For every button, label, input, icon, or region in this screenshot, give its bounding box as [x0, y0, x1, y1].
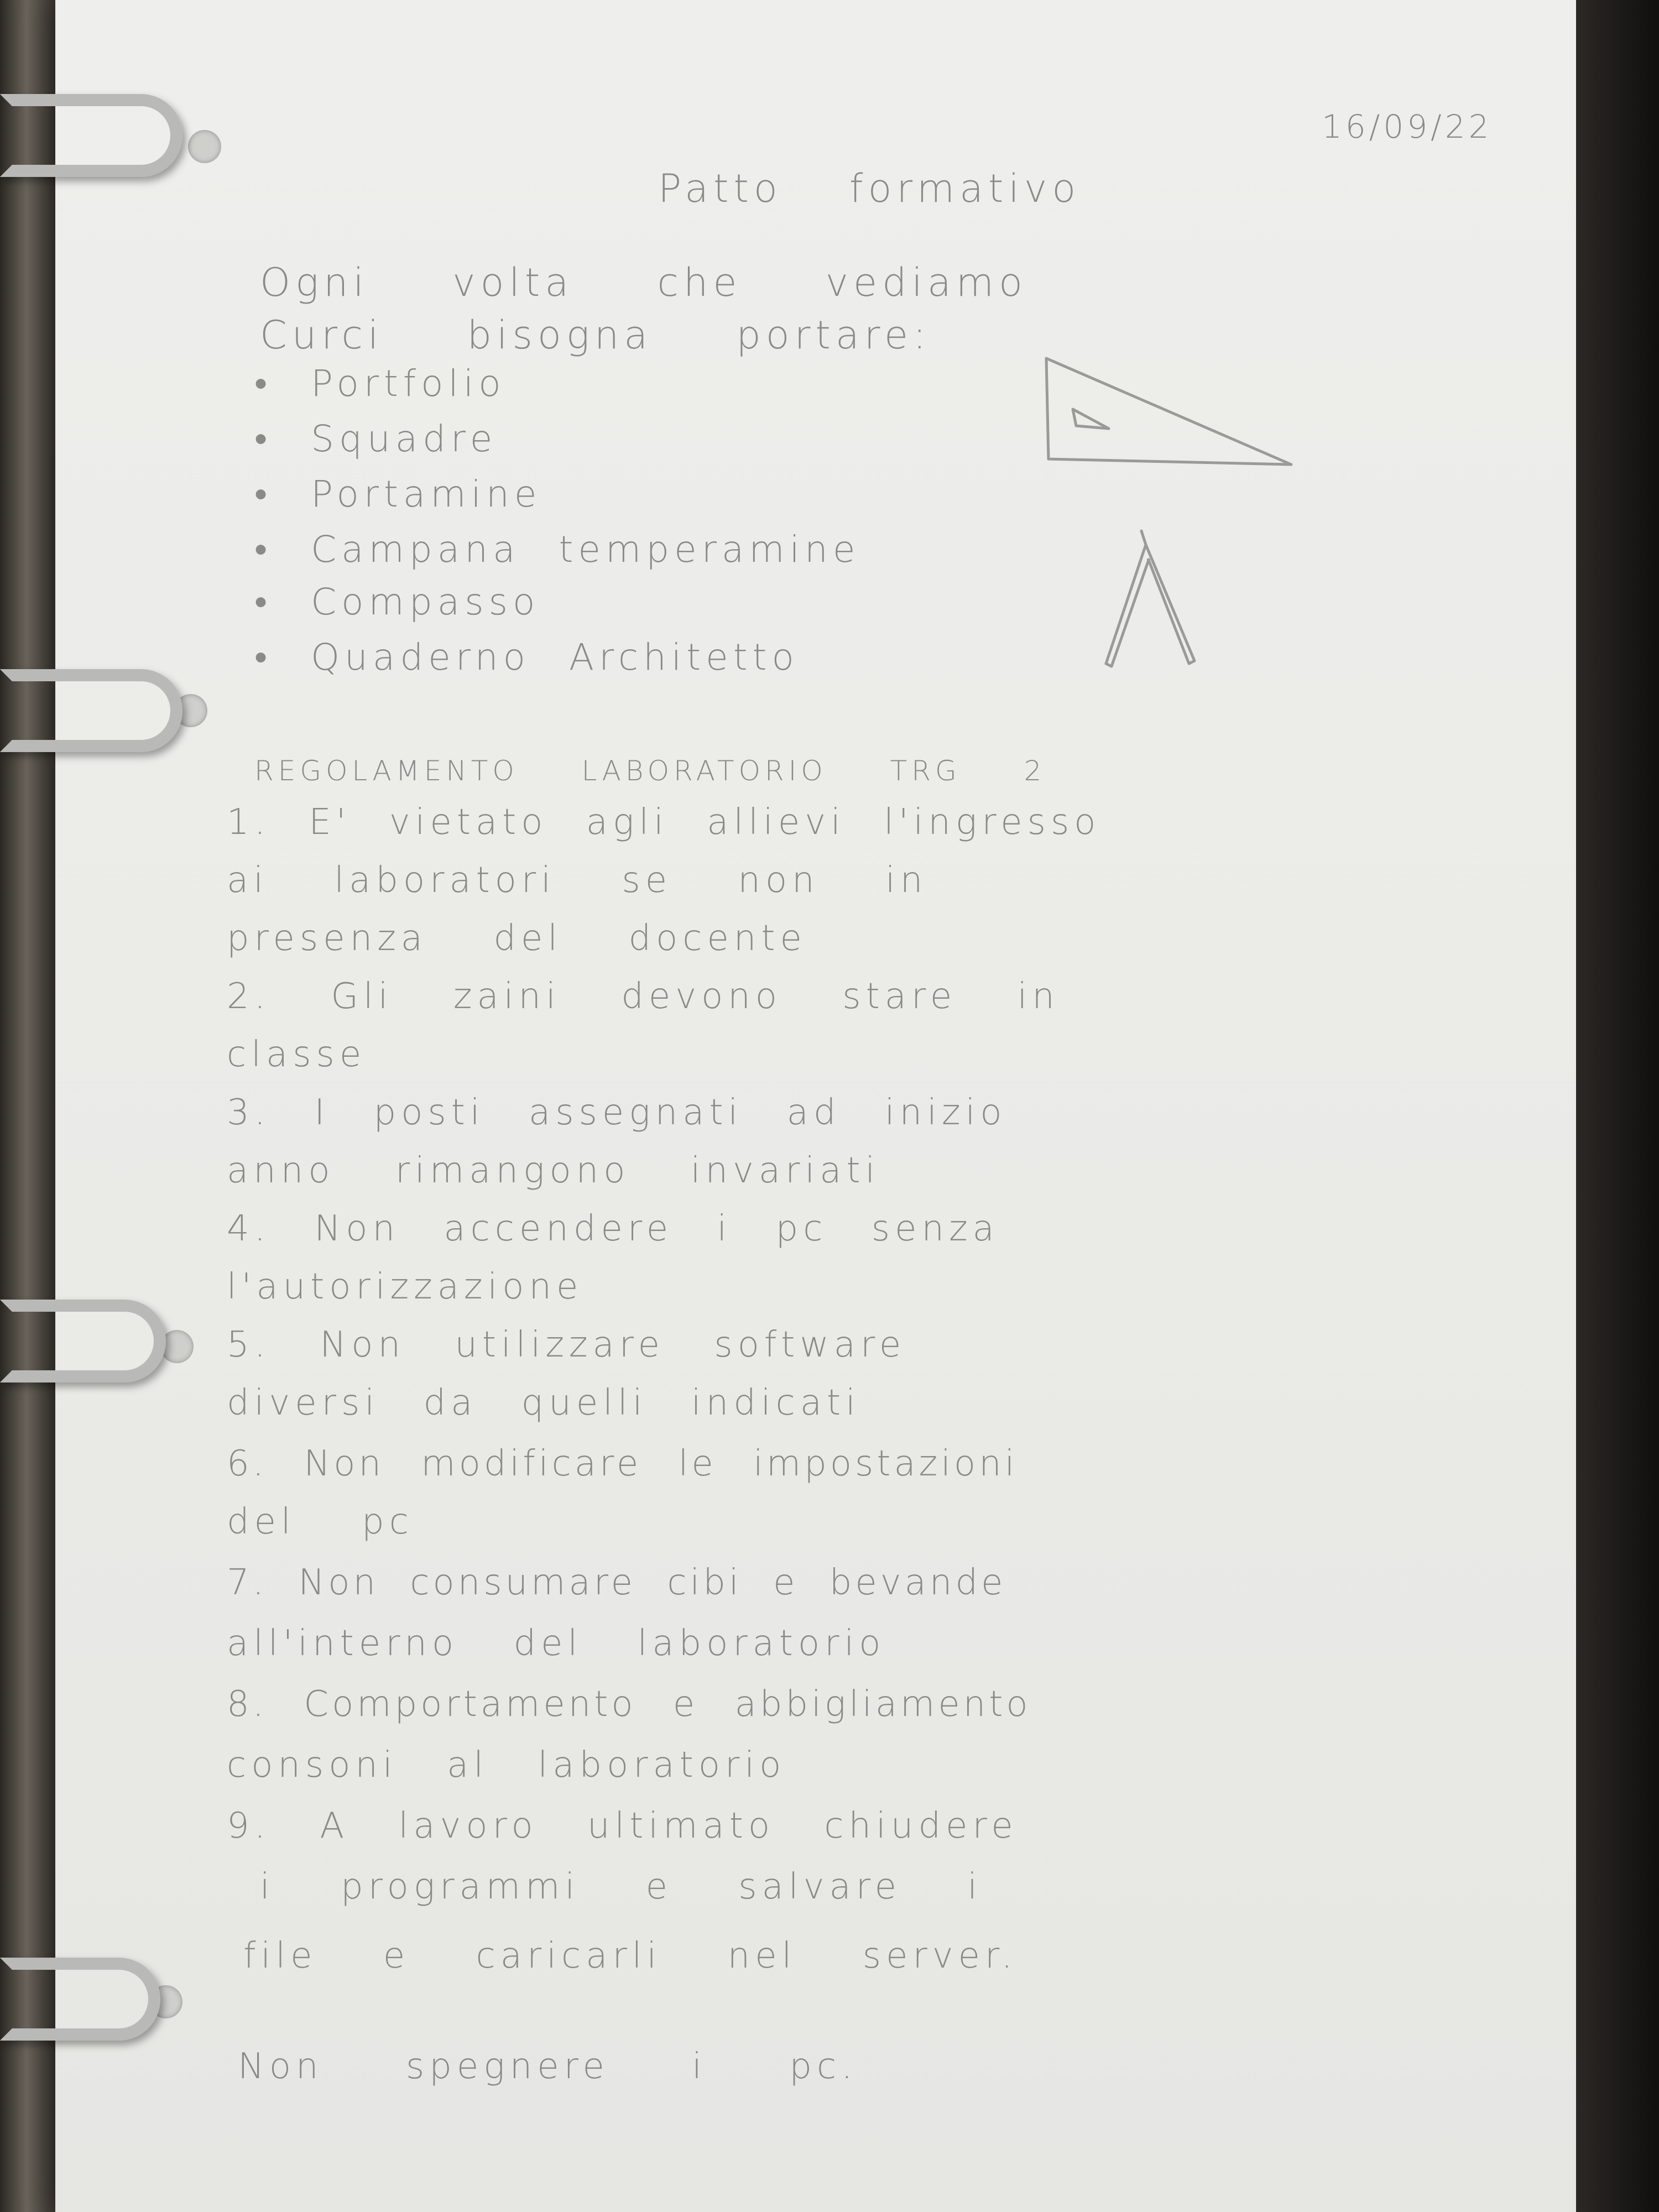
rule-line: diversi da quelli indicati	[227, 1383, 860, 1423]
rules-heading: REGOLAMENTO LABORATORIO TRG 2	[254, 755, 1046, 787]
supply-item: • Portamine	[254, 473, 542, 515]
note-title: Patto formativo	[658, 166, 1081, 211]
rule-line: 3. I posti assegnati ad inizio	[227, 1092, 1007, 1133]
supply-item-label: Compasso	[311, 581, 540, 623]
supply-item-label: Campana temperamine	[311, 528, 860, 571]
rule-line: file e caricarli nel server.	[243, 1936, 1018, 1976]
supply-item: • Quaderno Architetto	[254, 636, 799, 679]
supply-item-label: Portfolio	[311, 362, 506, 405]
supply-item-label: Squadre	[311, 418, 498, 460]
rule-line: classe	[227, 1034, 367, 1075]
rule-line: del pc	[227, 1501, 414, 1542]
notebook-page	[55, 0, 1576, 2212]
binder-ring	[0, 1958, 160, 2041]
binder-ring	[0, 1300, 166, 1383]
supply-item: • Squadre	[254, 418, 498, 460]
note-date: 16/09/22	[1322, 108, 1493, 145]
supply-item-label: Quaderno Architetto	[311, 636, 799, 679]
rule-line: 6. Non modificare le impostazioni	[227, 1443, 1018, 1484]
rule-line: l'autorizzazione	[227, 1266, 583, 1307]
rule-line: 1. E' vietato agli allievi l'ingresso	[227, 802, 1101, 843]
rule-line: consoni al laboratorio	[227, 1745, 786, 1786]
rule-line: 7. Non consumare cibi e bevande	[227, 1562, 1006, 1603]
rule-line: Non spegnere i pc.	[238, 2046, 858, 2087]
supply-item: • Portfolio	[254, 362, 506, 405]
rule-line: ai laboratori se non in	[227, 860, 928, 901]
rule-line: presenza del docente	[227, 918, 807, 959]
rule-line: all'interno del laboratorio	[227, 1623, 886, 1664]
supply-item: • Campana temperamine	[254, 528, 860, 571]
intro-line-2: Curci bisogna portare:	[260, 312, 931, 358]
rule-line: i programmi e salvare i	[260, 1866, 983, 1907]
binder-ring	[0, 94, 182, 177]
rule-line: 5. Non utilizzare software	[227, 1324, 906, 1365]
intro-line-1: Ogni volta che vediamo	[260, 260, 1027, 305]
punch-hole	[188, 130, 221, 163]
rule-line: 2. Gli zaini devono stare in	[227, 976, 1060, 1017]
compass-icon	[1095, 525, 1217, 680]
binder-ring	[0, 669, 182, 752]
background-shadow	[1576, 0, 1659, 2212]
set-square-icon	[1040, 348, 1305, 481]
rule-line: 8. Comportamento e abbigliamento	[227, 1684, 1031, 1725]
supply-item-label: Portamine	[311, 473, 542, 515]
rule-line: 4. Non accendere i pc senza	[227, 1208, 999, 1249]
rule-line: anno rimangono invariati	[227, 1150, 880, 1191]
rule-line: 9. A lavoro ultimato chiudere	[227, 1806, 1018, 1846]
supply-item: • Compasso	[254, 581, 540, 623]
